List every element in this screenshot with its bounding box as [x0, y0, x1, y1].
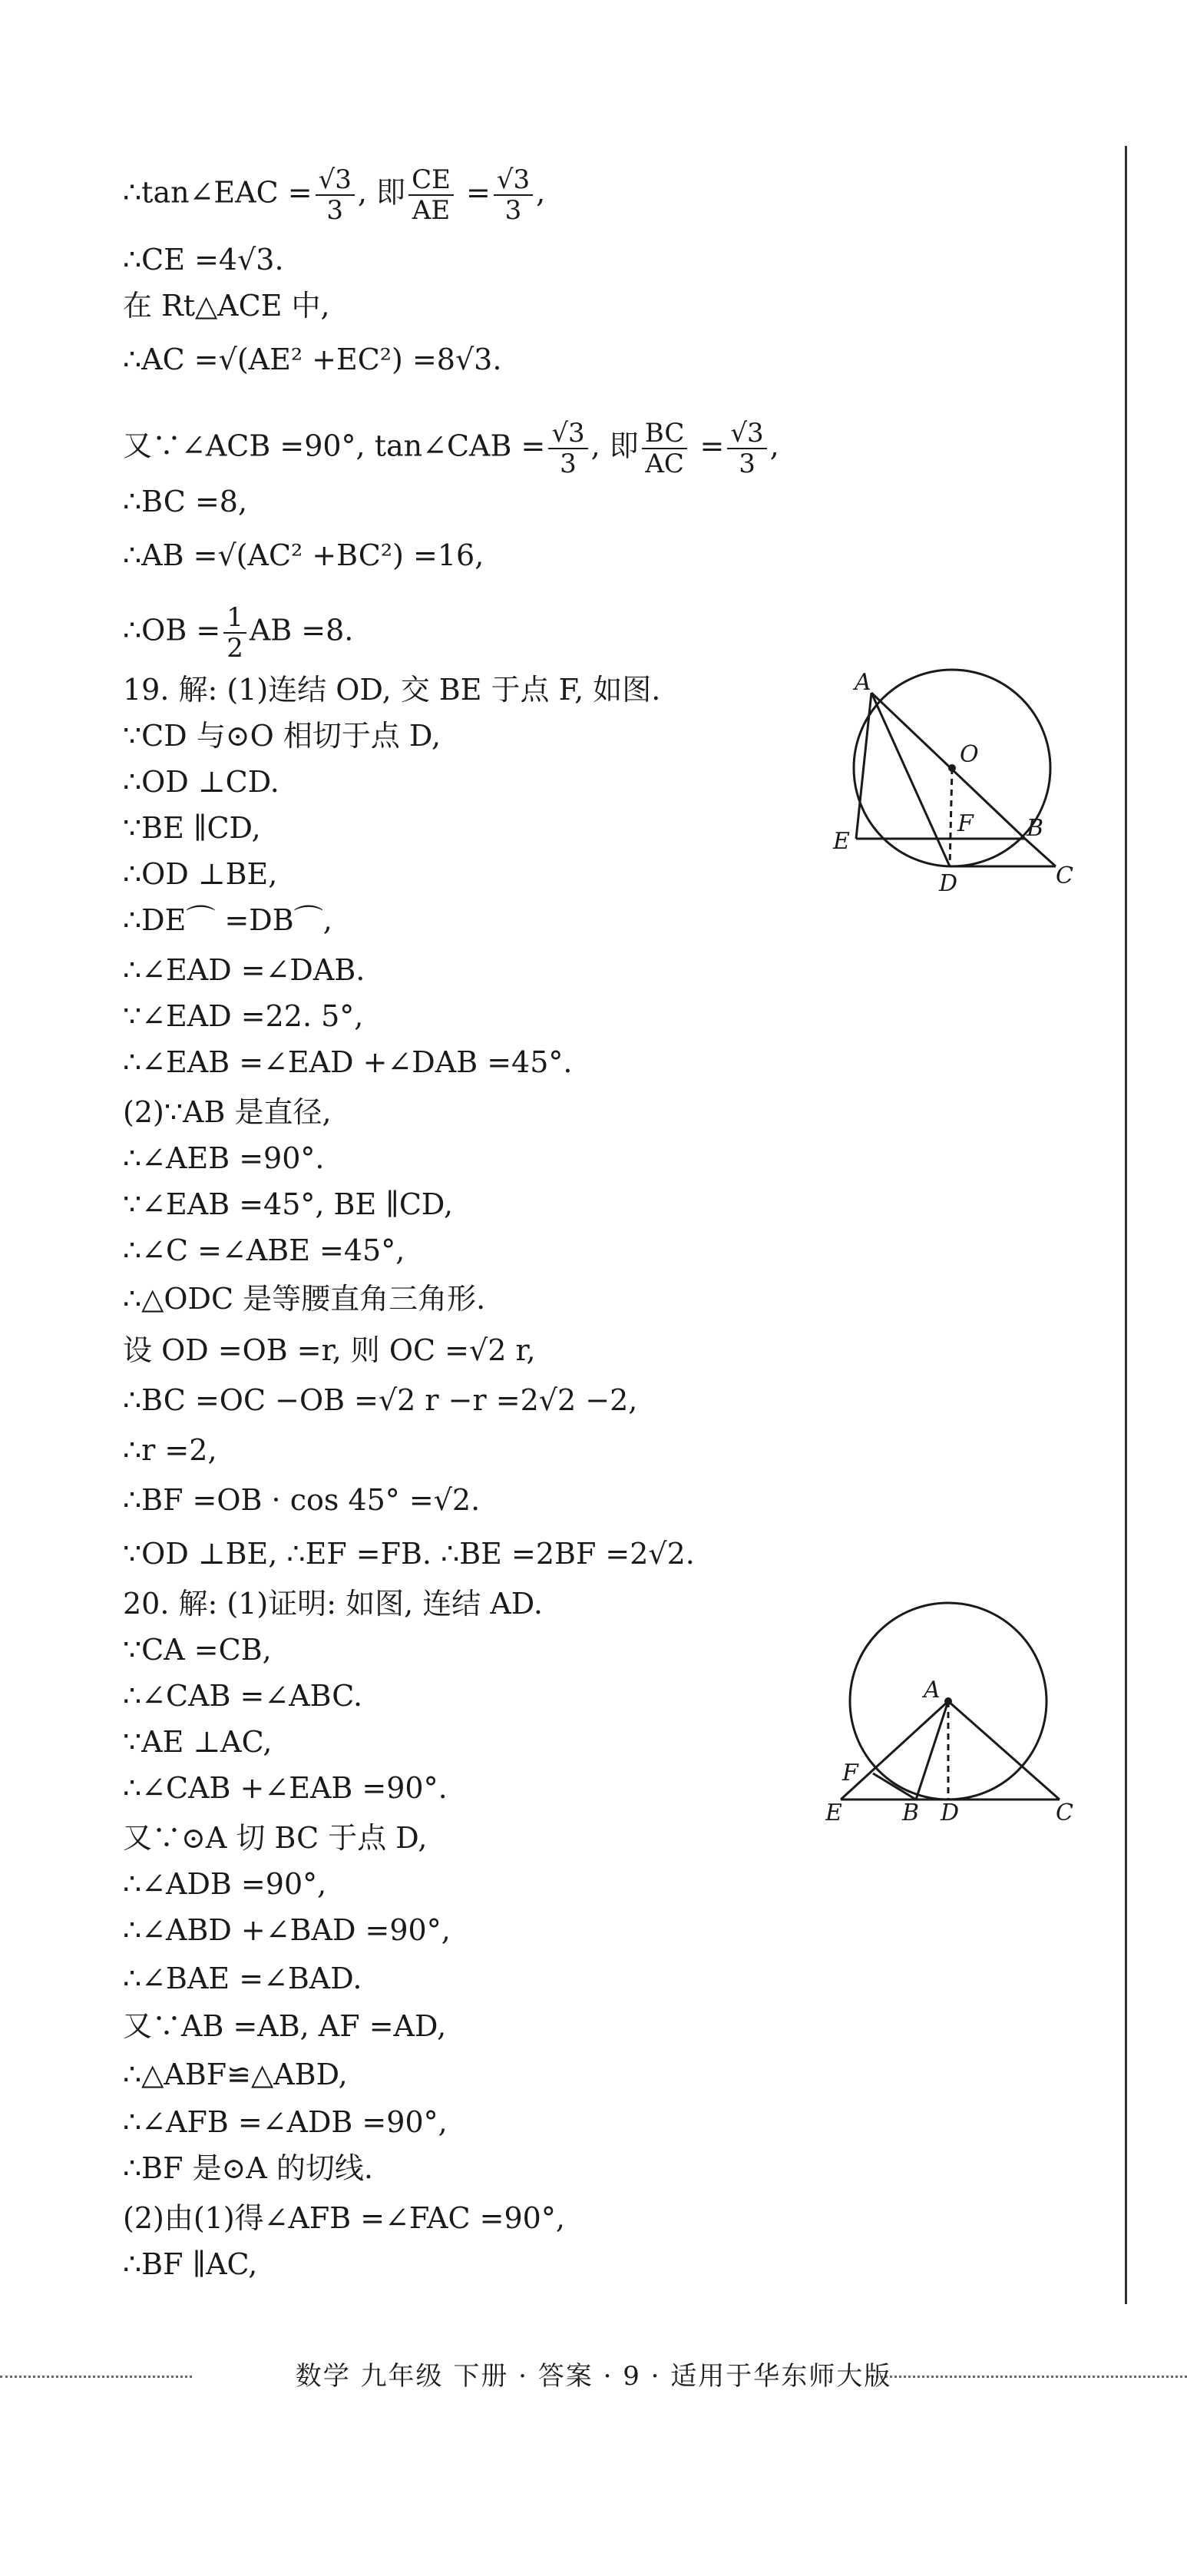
solution-line: ∵CA =CB, [123, 1633, 272, 1667]
solution-line: ∴AC =√(AE² +EC²) =8√3. [123, 343, 502, 376]
line-text: = [690, 429, 725, 463]
fraction-numerator: CE [408, 165, 454, 196]
line-text: 又∵∠ACB =90°, tan∠CAB = [123, 429, 546, 463]
line-text: , [769, 429, 779, 463]
fraction-denominator: 2 [226, 633, 243, 664]
fraction [548, 419, 587, 478]
fraction [408, 165, 454, 225]
solution-line: ∴∠C =∠ABE =45°, [123, 1233, 405, 1267]
fraction-denominator: 3 [504, 195, 522, 226]
fraction [316, 165, 355, 225]
solution-line: 设 OD =OB =r, 则 OC =√2 r, [123, 1333, 536, 1367]
solution-line: ∴∠CAB =∠ABC. [123, 1679, 363, 1713]
solution-line [123, 165, 545, 225]
solution-line: ∴OD ⊥CD. [123, 765, 279, 799]
fraction [494, 165, 533, 225]
fig1-label-c: C [1056, 863, 1073, 889]
solution-line: ∴BC =8, [123, 485, 248, 518]
line-text: , 即 [357, 175, 406, 210]
solution-line: ∴∠EAD =∠DAB. [123, 953, 365, 987]
figure-20 [825, 1582, 1094, 1836]
solution-line: ∴r =2, [123, 1433, 217, 1467]
fig2-label-e: E [825, 1800, 842, 1826]
solution-line: ∴AB =√(AC² +BC²) =16, [123, 538, 484, 572]
solution-line: ∴∠AEB =90°. [123, 1141, 325, 1175]
solution-line: ∴∠ADB =90°, [123, 1867, 327, 1901]
fraction-denominator: AE [412, 195, 451, 226]
fraction-denominator: 3 [560, 449, 577, 479]
solution-line [123, 603, 353, 663]
line-text: ∴OB = [123, 613, 221, 647]
solution-line [123, 419, 779, 478]
fraction-denominator: 3 [326, 195, 344, 226]
line-text: ∴tan∠EAC = [123, 175, 312, 210]
fraction-numerator: √3 [316, 165, 355, 196]
fraction-numerator: √3 [548, 419, 587, 449]
fraction-numerator: BC [642, 419, 688, 449]
fig1-label-o: O [960, 741, 979, 768]
fig1-label-d: D [939, 870, 958, 897]
solution-line: ∵OD ⊥BE, ∴EF =FB. ∴BE =2BF =2√2. [123, 1537, 695, 1571]
fraction-numerator: √3 [494, 165, 533, 196]
page-footer: 数学 九年级 下册 · 答案 · 9 · 适用于华东师大版 [295, 2361, 892, 2392]
solution-line: ∴BF =OB · cos 45° =√2. [123, 1483, 481, 1517]
solution-line: ∴∠BAE =∠BAD. [123, 1962, 362, 1995]
solution-line: (2)由(1)得∠AFB =∠FAC =90°, [123, 2201, 565, 2235]
fig2-label-f: F [842, 1760, 858, 1786]
solution-line: ∵∠EAB =45°, BE ∥CD, [123, 1187, 454, 1221]
solution-line: ∴CE =4√3. [123, 243, 284, 276]
line-text: = [456, 175, 491, 210]
line-text: , 即 [590, 429, 639, 463]
solution-line: ∴OD ⊥BE, [123, 857, 278, 891]
solution-line: ∴△ABF≌△ABD, [123, 2058, 348, 2091]
fraction-denominator: 3 [739, 449, 756, 479]
solution-line: ∴DE⌒ =DB⌒, [123, 903, 332, 937]
fraction-numerator: 1 [223, 603, 246, 634]
fraction [223, 603, 246, 663]
solution-line: ∴∠AFB =∠ADB =90°, [123, 2105, 448, 2139]
line-text: AB =8. [249, 613, 354, 647]
fraction [642, 419, 688, 478]
fig1-label-e: E [833, 828, 850, 855]
solution-line: ∴∠ABD +∠BAD =90°, [123, 1913, 451, 1947]
fig2-label-c: C [1056, 1800, 1073, 1826]
fig2-label-b: B [902, 1800, 920, 1826]
fig2-label-a: A [924, 1677, 941, 1704]
solution-line: ∴∠EAB =∠EAD +∠DAB =45°. [123, 1045, 573, 1079]
fraction-numerator: √3 [727, 419, 766, 449]
figure-19 [825, 661, 1094, 899]
right-margin-rule [1125, 146, 1127, 2304]
solution-line: (2)∵AB 是直径, [123, 1095, 332, 1129]
fig1-label-f: F [957, 810, 974, 837]
solution-line: ∵CD 与⊙O 相切于点 D, [123, 719, 441, 753]
fraction-denominator: AC [645, 449, 684, 479]
fig1-label-b: B [1027, 815, 1044, 842]
solution-line: 又∵AB =AB, AF =AD, [123, 2009, 447, 2043]
solution-line: ∴∠CAB +∠EAB =90°. [123, 1771, 448, 1805]
solution-line: 19. 解: (1)连结 OD, 交 BE 于点 F, 如图. [123, 673, 661, 707]
solution-line: 在 Rt△ACE 中, [123, 289, 330, 323]
solution-line: ∴△ODC 是等腰直角三角形. [123, 1282, 486, 1316]
fig2-label-d: D [941, 1800, 960, 1826]
solution-line: ∴BC =OC −OB =√2 r −r =2√2 −2, [123, 1383, 638, 1417]
solution-line: ∵∠EAD =22. 5°, [123, 999, 364, 1033]
solution-line: ∴BF ∥AC, [123, 2247, 258, 2281]
fraction [727, 419, 766, 478]
line-text: , [536, 175, 546, 210]
solution-line: ∴BF 是⊙A 的切线. [123, 2151, 373, 2185]
fig1-label-a: A [855, 669, 871, 696]
solution-line: 又∵⊙A 切 BC 于点 D, [123, 1821, 428, 1855]
solution-line: 20. 解: (1)证明: 如图, 连结 AD. [123, 1587, 543, 1621]
solution-line: ∵BE ∥CD, [123, 811, 261, 845]
solution-line: ∵AE ⊥AC, [123, 1725, 273, 1759]
